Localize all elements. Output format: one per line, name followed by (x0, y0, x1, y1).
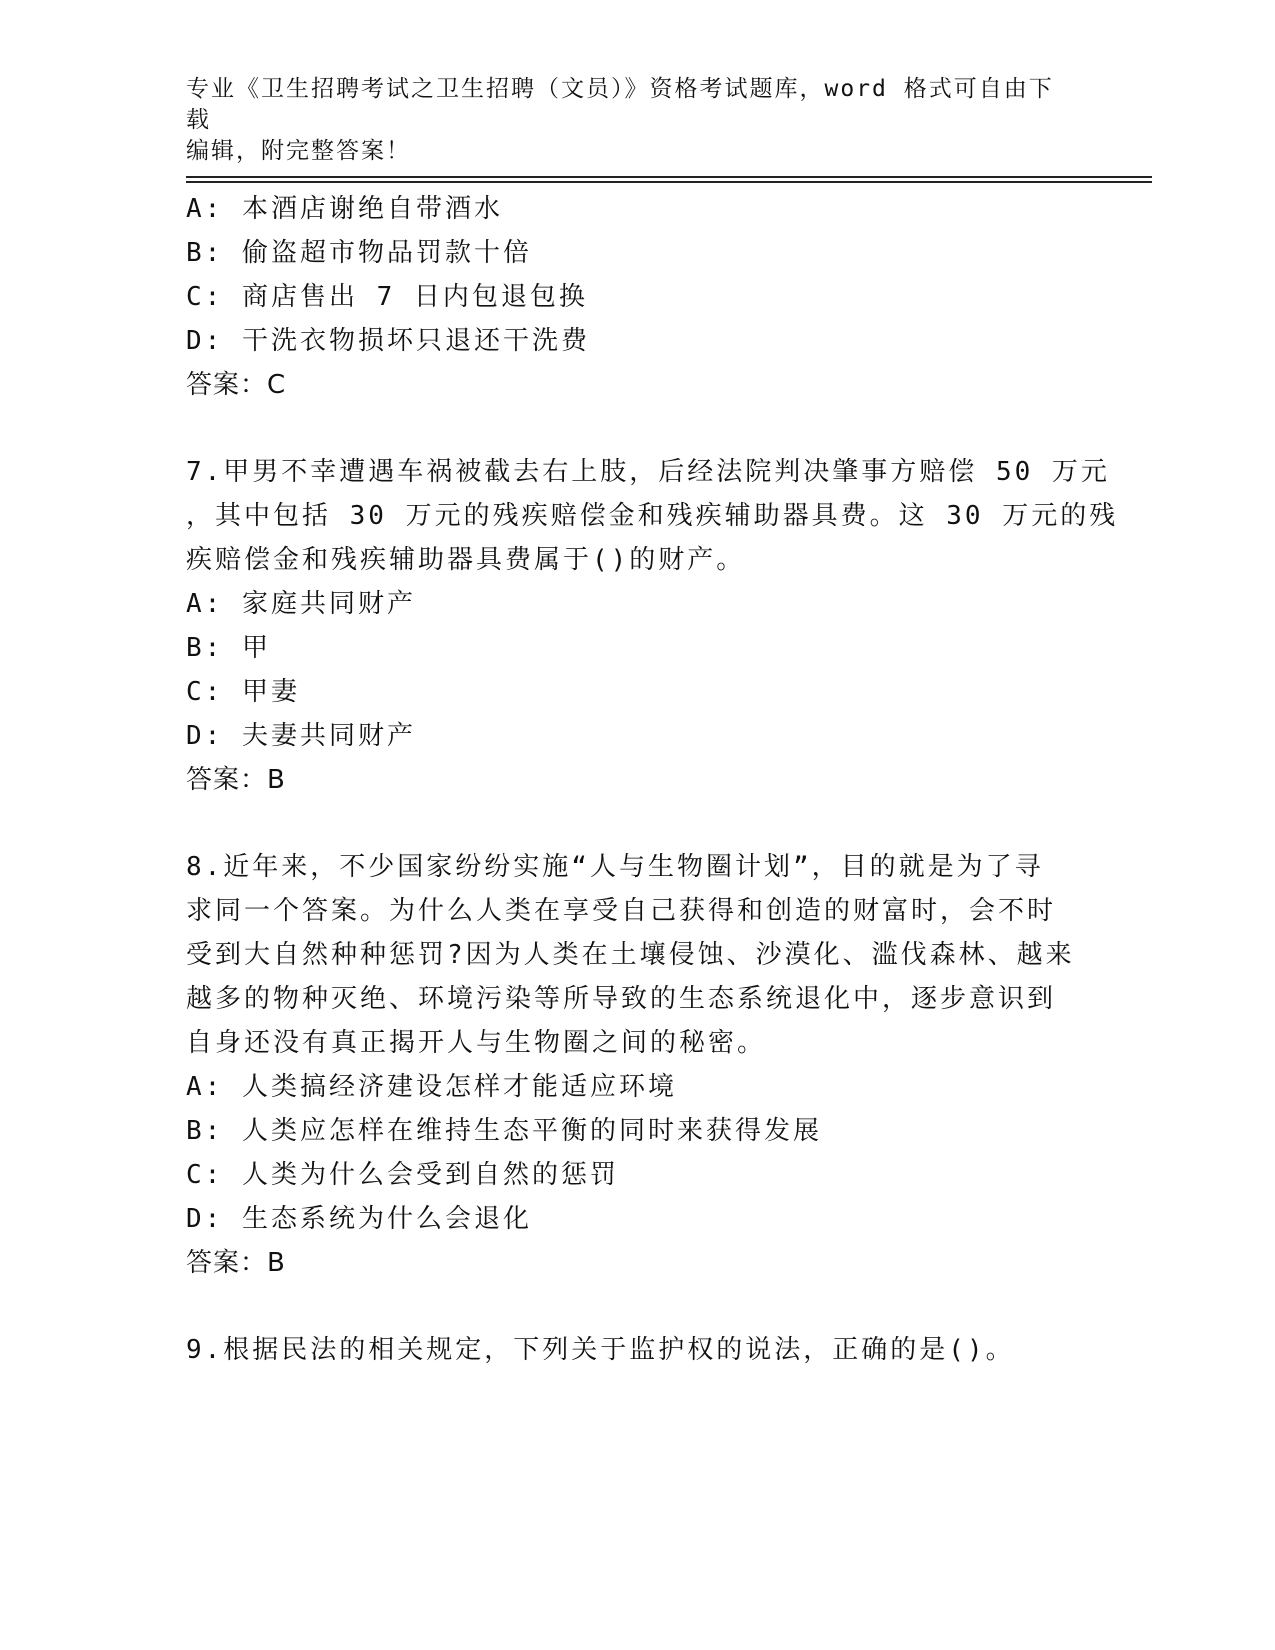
q8-option-b: B: 人类应怎样在维持生态平衡的同时来获得发展 (186, 1116, 822, 1146)
q8-stem-line-4: 越多的物种灭绝、环境污染等所导致的生态系统退化中，逐步意识到 (186, 984, 1057, 1014)
q6-option-d: D: 干洗衣物损坏只退还干洗费 (186, 326, 590, 356)
q7-option-a: A: 家庭共同财产 (186, 589, 416, 619)
q8-option-c: C: 人类为什么会受到自然的惩罚 (186, 1160, 619, 1190)
q8-option-d: D: 生态系统为什么会退化 (186, 1204, 532, 1234)
document-header (186, 74, 1066, 167)
header-divider-top (186, 176, 1152, 178)
q7-stem-line-3: 疾赔偿金和残疾辅助器具费属于()的财产。 (186, 545, 746, 575)
q8-stem-line-2: 求同一个答案。为什么人类在享受自己获得和创造的财富时，会不时 (186, 896, 1057, 926)
header-line-1: 专业《卫生招聘考试之卫生招聘（文员）》资格考试题库，word 格式可自由下载 (186, 76, 1054, 133)
q7-stem-line-1: 7.甲男不幸遭遇车祸被截去右上肢，后经法院判决肇事方赔偿 50 万元 (186, 457, 1110, 487)
q9-stem-line-1: 9.根据民法的相关规定，下列关于监护权的说法，正确的是()。 (186, 1335, 1015, 1365)
q7-stem-line-2: ，其中包括 30 万元的残疾赔偿金和残疾辅助器具费。这 30 万元的残 (186, 501, 1119, 531)
q8-stem-line-1: 8.近年来，不少国家纷纷实施“人与生物圈计划”，目的就是为了寻 (186, 852, 1044, 882)
q8-option-a: A: 人类搞经济建设怎样才能适应环境 (186, 1072, 677, 1102)
q8-answer: 答案：B (186, 1248, 286, 1278)
q7-option-d: D: 夫妻共同财产 (186, 721, 416, 751)
header-line-2: 编辑，附完整答案！ (186, 138, 411, 164)
q6-option-c: C: 商店售出 7 日内包退包换 (186, 282, 588, 312)
q8-stem-line-3: 受到大自然种种惩罚?因为人类在土壤侵蚀、沙漠化、滥伐森林、越来 (186, 940, 1075, 970)
q7-answer: 答案：B (186, 765, 286, 795)
q6-answer: 答案：C (186, 370, 287, 400)
q7-option-b: B: 甲 (186, 633, 271, 663)
q6-option-a: A: 本酒店谢绝自带酒水 (186, 194, 503, 224)
q8-stem-line-5: 自身还没有真正揭开人与生物圈之间的秘密。 (186, 1028, 767, 1058)
q7-option-c: C: 甲妻 (186, 677, 300, 707)
q6-option-b: B: 偷盗超市物品罚款十倍 (186, 238, 532, 268)
header-divider-bottom (186, 181, 1152, 183)
